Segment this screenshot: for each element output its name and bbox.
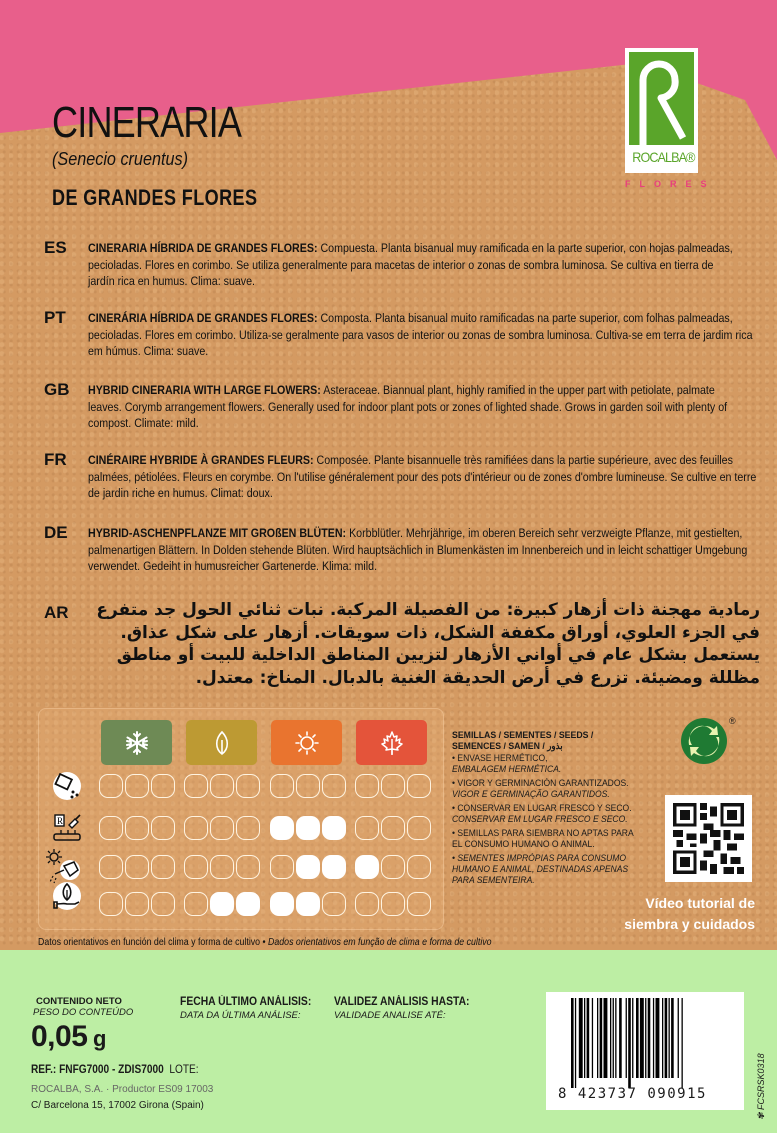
calendar-cell-transplant-month-4: [184, 855, 208, 879]
desc-heading: HYBRID-ASCHENPFLANZE MIT GROßEN BLÜTEN:: [88, 526, 347, 540]
sun-icon: [294, 730, 320, 756]
desc-heading: CINÉRAIRE HYBRIDE À GRANDES FLEURS:: [88, 453, 314, 467]
desc-heading: CINERARIA HÍBRIDA DE GRANDES FLORES:: [88, 241, 318, 255]
variety-name: DE GRANDES FLORES: [52, 185, 258, 210]
barcode-bar: [682, 998, 683, 1088]
calendar-cell-direct-sowing-month-10: [355, 774, 379, 798]
barcode-bar: [597, 998, 598, 1078]
calendar-cell-transplant-month-12: [407, 855, 431, 879]
calendar-cell-direct-sowing-month-5: [210, 774, 234, 798]
item-pt: CONSERVAR EM LUGAR FRESCO E SECO.: [452, 814, 628, 825]
calendar-cell-seedbed-sowing-month-11: [381, 816, 405, 840]
calendar-cell-seedbed-sowing-month-1: [99, 816, 123, 840]
barcode-bar: [579, 998, 583, 1078]
green-dot-recycling-icon: [680, 717, 728, 765]
barcode: [546, 992, 744, 1110]
barcode-bar: [584, 998, 585, 1078]
item-es: • ENVASE HERMÉTICO,: [452, 753, 547, 764]
desc-heading: HYBRID CINERARIA WITH LARGE FLOWERS:: [88, 383, 321, 397]
calendar-cell-seedbed-sowing-month-3: [151, 816, 175, 840]
registered-mark: ®: [729, 716, 736, 726]
calendar-cell-direct-sowing-month-8: [296, 774, 320, 798]
seed-packet-sowing-icon: [53, 772, 81, 800]
calendar-cell-transplant-month-10: [355, 855, 379, 879]
hand-leaf-icon: [53, 882, 81, 910]
calendar-cell-flowering-month-8: [296, 892, 320, 916]
barcode-bar: [610, 998, 611, 1078]
calendar-cell-transplant-month-11: [381, 855, 405, 879]
barcode-bar: [636, 998, 639, 1078]
seed-info-list: [452, 753, 672, 889]
lang-code: ES: [44, 238, 67, 257]
svg-text:R: R: [57, 816, 64, 826]
calendar-cell-transplant-month-9: [322, 855, 346, 879]
qr-code-icon[interactable]: [665, 795, 752, 882]
desc-text: Asteraceae. Biannual plant, highly ramified in the upper part with petiolate, palmate leaves. Corymb arrangement flowers. Generally used for indoor plant pots or zones of lighted shade. Grows in garden soil with plenty of compost. Climate: mild.: [88, 383, 728, 430]
calendar-cell-flowering-month-10: [355, 892, 379, 916]
calendar-cell-direct-sowing-month-3: [151, 774, 175, 798]
barcode-bar: [571, 998, 574, 1088]
barcode-bar: [669, 998, 670, 1078]
calendar-cell-seedbed-sowing-month-6: [236, 816, 260, 840]
seed-info-item: [452, 753, 668, 775]
video-label-line1: Vídeo tutorial de: [645, 895, 755, 911]
barcode-bar: [592, 998, 593, 1078]
calendar-cell-flowering-month-5: [210, 892, 234, 916]
barcode-bar: [615, 998, 616, 1078]
calendar-cell-direct-sowing-month-4: [184, 774, 208, 798]
calendar-cell-flowering-month-3: [151, 892, 175, 916]
season-winter: [101, 720, 172, 765]
ref-code: REF.: FNFG7000 - ZDIS7000: [31, 1064, 164, 1076]
item-es: • CONSERVAR EN LUGAR FRESCO Y SECO.: [452, 803, 632, 814]
seed-info-item: [452, 853, 641, 886]
leaf-icon: [209, 730, 235, 756]
net-content-label-pt: PESO DO CONTEÚDO: [33, 1007, 134, 1018]
latin-name: (Senecio cruentus): [52, 149, 188, 169]
calendar-cell-flowering-month-9: [322, 892, 346, 916]
calendar-cell-flowering-month-7: [270, 892, 294, 916]
seed-info-item: [452, 803, 668, 825]
net-content-value: [31, 1020, 106, 1054]
validity-label: VALIDEZ ANÁLISIS HASTA:: [334, 996, 470, 1008]
calendar-cell-seedbed-sowing-month-5: [210, 816, 234, 840]
lot-label: LOTE:: [163, 1064, 199, 1076]
calendar-cell-seedbed-sowing-month-7: [270, 816, 294, 840]
video-label-line2: siembra y cuidados: [624, 916, 755, 932]
logo-subline: FLORES: [625, 179, 716, 189]
disclaimer-pt: Dados orientativos em função de clima e forma de cultivo: [268, 937, 492, 948]
seed-heading-line2: SEMENCES / SAMEN / بذور: [452, 741, 563, 752]
calendar-cell-transplant-month-2: [125, 855, 149, 879]
disclaimer: [38, 937, 492, 948]
disclaimer-es: Datos orientativos en función del clima y forma de cultivo •: [38, 937, 269, 948]
calendar-cell-direct-sowing-month-9: [322, 774, 346, 798]
season-spring: [186, 720, 257, 765]
item-es: • SEMILLAS PARA SIEMBRA NO APTAS PARA EL CONSUMO HUMANO O ANIMAL.: [452, 828, 633, 850]
barcode-bar: [626, 998, 627, 1078]
calendar-cell-direct-sowing-month-1: [99, 774, 123, 798]
barcode-bar: [678, 998, 679, 1078]
calendar-cell-direct-sowing-month-6: [236, 774, 260, 798]
lang-code: PT: [44, 308, 66, 327]
barcode-bar: [640, 998, 644, 1078]
item-pt: • SEMENTES IMPRÓPIAS PARA CONSUMO HUMANO E ANIMAL, DESTINADAS APENAS PARA SEMENTEIRA.: [452, 853, 641, 886]
fsc-code-text: FCSRSK0318: [756, 1053, 766, 1110]
net-content-label: CONTENIDO NETO: [36, 996, 122, 1007]
season-summer: [271, 720, 342, 765]
calendar-cell-seedbed-sowing-month-10: [355, 816, 379, 840]
barcode-bar: [648, 998, 651, 1078]
calendar-cell-direct-sowing-month-11: [381, 774, 405, 798]
seedbed-trowel-icon: [53, 813, 81, 841]
maple-leaf-icon: [379, 730, 405, 756]
last-analysis-label-pt: DATA DA ÚLTIMA ANÁLISE:: [180, 1010, 301, 1021]
barcode-bars-icon: [571, 998, 719, 1088]
desc-text: Compuesta. Planta bisanual muy ramificada en la parte superior, con hojas palmeadas, pecioladas. Flores en corimbo. Se utiliza generalmente para macetas de interior o zonas de sombra luminosa. Se cultiva en tierra de jardín rica en humus. Clima: suave.: [88, 241, 733, 288]
calendar-cell-flowering-month-12: [407, 892, 431, 916]
item-pt: EMBALAGEM HERMÉTICA.: [452, 764, 562, 775]
calendar-cell-seedbed-sowing-month-4: [184, 816, 208, 840]
item-es: • VIGOR Y GERMINACIÓN GARANTIZADOS.: [452, 778, 629, 789]
logo-brand-text: ROCALBA®: [632, 149, 695, 165]
barcode-bar: [671, 998, 674, 1078]
seed-info-item: [452, 828, 637, 850]
barcode-bar: [665, 998, 668, 1078]
barcode-number: 8 423737 090915: [558, 1086, 707, 1102]
barcode-bar: [600, 998, 603, 1078]
barcode-bar: [653, 998, 654, 1078]
desc-text: Composta. Planta bisanual muito ramificadas na parte superior, com folhas palmeadas, pecioladas. Flores em corimbo. Utiliza-se geralmente para vasos de interior ou zonas de sombra luminosa. Cultiva-se em terra de jardim rica em húmus. Clima: suave.: [88, 311, 753, 358]
snowflake-icon: [124, 730, 150, 756]
rocalba-logo: [625, 48, 698, 173]
calendar-cell-seedbed-sowing-month-12: [407, 816, 431, 840]
calendar-cell-transplant-month-7: [270, 855, 294, 879]
reference: [31, 1064, 199, 1076]
item-pt: VIGOR E GERMINAÇÃO GARANTIDOS.: [452, 789, 610, 800]
desc-heading: CINERÁRIA HÍBRIDA DE GRANDES FLORES:: [88, 311, 318, 325]
calendar-cell-direct-sowing-month-2: [125, 774, 149, 798]
barcode-bar: [575, 998, 576, 1088]
calendar-cell-transplant-month-1: [99, 855, 123, 879]
product-title: CINERARIA: [52, 98, 242, 147]
barcode-bar: [656, 998, 660, 1078]
calendar-cell-transplant-month-3: [151, 855, 175, 879]
rocalba-r-logo-icon: [637, 58, 687, 146]
lang-code: FR: [44, 450, 67, 469]
barcode-bar: [613, 998, 614, 1078]
calendar-cell-flowering-month-4: [184, 892, 208, 916]
calendar-cell-direct-sowing-month-12: [407, 774, 431, 798]
calendar-cell-seedbed-sowing-month-9: [322, 816, 346, 840]
desc-text: Korbblütler. Mehrjährige, im oberen Bereich sehr verzweigte Pflanze, mit gestielten, palmenartigen Blättern. In Dolden stehende Blüten. Wird hauptsächlich in Blumenkästen im Innenbereich und in leicht schattiger Umgebung verwendet. Gedeiht in humusreicher Gartenerde. Klima: mild.: [88, 526, 748, 573]
calendar-cell-flowering-month-11: [381, 892, 405, 916]
net-unit: g: [87, 1026, 106, 1051]
calendar-cell-flowering-month-1: [99, 892, 123, 916]
lang-code: GB: [44, 380, 70, 399]
net-value: 0,05: [31, 1020, 88, 1053]
barcode-bar: [632, 998, 633, 1078]
season-autumn: [356, 720, 427, 765]
last-analysis-label: FECHA ÚLTIMO ANÁLISIS:: [180, 996, 312, 1008]
barcode-bar: [662, 998, 663, 1078]
barcode-bar: [619, 998, 622, 1078]
lang-code: DE: [44, 523, 68, 542]
barcode-bar: [628, 998, 631, 1088]
sun-watering-can-icon: [44, 848, 80, 884]
seed-info-heading: [452, 730, 645, 752]
validity-label-pt: VALIDADE ANALISE ATÉ:: [334, 1010, 446, 1021]
calendar-cell-transplant-month-6: [236, 855, 260, 879]
address: C/ Barcelona 15, 17002 Girona (Spain): [31, 1100, 204, 1111]
desc-text: Composée. Plante bisannuelle très ramifiées dans la partie supérieure, avec des feuilles palmées, pétiolées. Fleurs en corymbe. On l'utilise généralement pour des pots d'intérieur ou de zones d'ombre lumineuse. Se cultive en terre de jardin riche en humus. Climat: doux.: [88, 453, 757, 500]
desc-text: رمادية مهجنة ذات أزهار كبيرة: من الفصيلة المركبة. نبات ثنائي الحول جد متفرع في الجزء العلوي، أوراق مكففة الشكل، ذات سويقات. أزهار على شكل عذاق. يستعمل بشكل عام في أواني الأزهار لتزيين المناطق الداخلية للبيت أو مناطق مظللة ومضيئة. تزرع في أرض الحديقة الغنية بالدبال. المناخ: معتدل.: [96, 600, 760, 688]
calendar-cell-flowering-month-2: [125, 892, 149, 916]
seed-heading-line1: SEMILLAS / SEMENTES / SEEDS /: [452, 730, 594, 741]
calendar-cell-transplant-month-8: [296, 855, 320, 879]
lang-code: AR: [44, 603, 69, 622]
calendar-cell-flowering-month-6: [236, 892, 260, 916]
fsc-code: ✾ FCSRSK0318: [756, 1053, 766, 1120]
barcode-bar: [587, 998, 590, 1078]
calendar-cell-seedbed-sowing-month-2: [125, 816, 149, 840]
calendar-cell-seedbed-sowing-month-8: [296, 816, 320, 840]
video-tutorial-label[interactable]: [600, 893, 755, 935]
seed-info-item: [452, 778, 668, 800]
barcode-bar: [645, 998, 646, 1078]
barcode-bar: [604, 998, 608, 1078]
calendar-cell-direct-sowing-month-7: [270, 774, 294, 798]
calendar-cell-transplant-month-5: [210, 855, 234, 879]
producer: ROCALBA, S.A. · Productor ES09 17003: [31, 1084, 214, 1095]
